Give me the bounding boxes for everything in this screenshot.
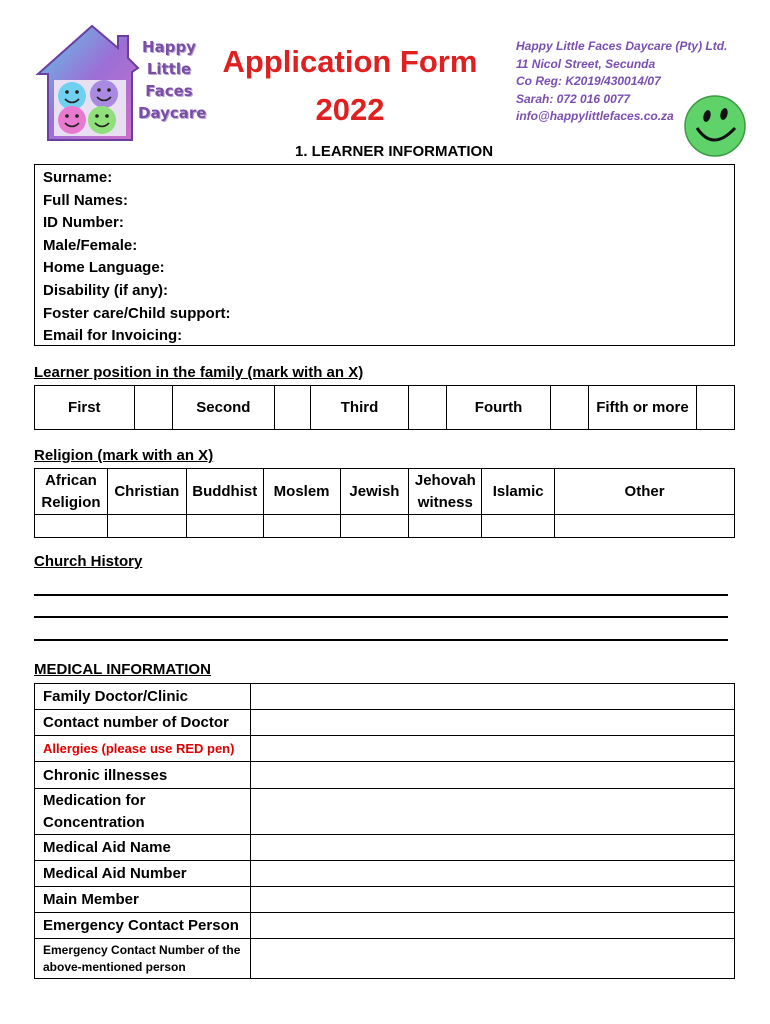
medical-row-label: Emergency Contact Person bbox=[35, 913, 251, 939]
position-fourth-box[interactable] bbox=[550, 386, 588, 430]
id-number-label: ID Number: bbox=[43, 214, 124, 232]
position-third-label: Third bbox=[311, 386, 409, 430]
religion-moslem-label: Moslem bbox=[263, 469, 340, 515]
medical-row-input[interactable] bbox=[251, 913, 735, 939]
religion-buddhist-box[interactable] bbox=[186, 515, 263, 538]
position-fifth-label: Fifth or more bbox=[589, 386, 697, 430]
medical-row-input[interactable] bbox=[251, 887, 735, 913]
church-history-line-3[interactable] bbox=[34, 639, 728, 641]
company-contact: Sarah: 072 016 0077 bbox=[516, 91, 631, 106]
religion-moslem-box[interactable] bbox=[263, 515, 340, 538]
learner-info-heading: 1. LEARNER INFORMATION bbox=[295, 143, 494, 160]
email-invoicing-label: Email for Invoicing: bbox=[43, 327, 183, 345]
medical-row-input[interactable] bbox=[251, 710, 735, 736]
position-first-label: First bbox=[35, 386, 135, 430]
medical-row-label: Medical Aid Number bbox=[35, 861, 251, 887]
medical-row-label: Contact number of Doctor bbox=[35, 710, 251, 736]
medical-row-input[interactable] bbox=[251, 684, 735, 710]
medical-row-label: Medical Aid Name bbox=[35, 835, 251, 861]
religion-african-label: African Religion bbox=[35, 469, 108, 515]
surname-label: Surname: bbox=[43, 169, 113, 186]
religion-islamic-label: Islamic bbox=[482, 469, 555, 515]
church-history-line-1[interactable] bbox=[34, 594, 728, 596]
religion-islamic-box[interactable] bbox=[482, 515, 555, 538]
medical-row-label: Main Member bbox=[35, 887, 251, 913]
gender-label: Male/Female: bbox=[43, 236, 138, 254]
religion-african-box[interactable] bbox=[35, 515, 108, 538]
smiley-icon bbox=[683, 94, 747, 158]
position-fifth-box[interactable] bbox=[696, 386, 734, 430]
logo-wordmark: Happy Little Faces Daycare bbox=[138, 38, 207, 122]
foster-care-label: Foster care/Child support: bbox=[43, 304, 231, 322]
religion-buddhist-label: Buddhist bbox=[186, 469, 263, 515]
home-language-label: Home Language: bbox=[43, 259, 165, 277]
religion-table bbox=[34, 468, 735, 538]
religion-jehovah-label: Jehovah witness bbox=[409, 469, 482, 515]
medical-row-label: Emergency Contact Number of the above-mentioned person bbox=[35, 939, 251, 979]
medical-row-label: Chronic illnesses bbox=[35, 762, 251, 789]
position-second-label: Second bbox=[172, 386, 274, 430]
medical-row-label: Medication for Concentration bbox=[35, 789, 251, 835]
medical-row-input[interactable] bbox=[251, 789, 735, 835]
position-fourth-label: Fourth bbox=[447, 386, 551, 430]
company-address: 11 Nicol Street, Secunda bbox=[516, 56, 656, 71]
religion-heading: Religion (mark with an X) bbox=[34, 447, 214, 464]
company-reg: Co Reg: K2019/430014/07 bbox=[516, 74, 661, 88]
position-table bbox=[34, 385, 735, 430]
medical-row-input[interactable] bbox=[251, 762, 735, 789]
medical-heading: MEDICAL INFORMATION bbox=[34, 661, 211, 678]
medical-row-input[interactable] bbox=[251, 861, 735, 887]
medical-row-input[interactable] bbox=[251, 736, 735, 762]
position-first-box[interactable] bbox=[134, 386, 172, 430]
form-title: Application Form 2022 bbox=[222, 44, 478, 127]
religion-other-label: Other bbox=[555, 469, 735, 515]
medical-row-input[interactable] bbox=[251, 835, 735, 861]
position-second-box[interactable] bbox=[274, 386, 310, 430]
church-history-line-2[interactable] bbox=[34, 616, 728, 618]
medical-row-label: Family Doctor/Clinic bbox=[35, 684, 251, 710]
religion-jewish-label: Jewish bbox=[340, 469, 409, 515]
learner-info-box bbox=[34, 164, 735, 346]
religion-jewish-box[interactable] bbox=[340, 515, 409, 538]
disability-label: Disability (if any): bbox=[43, 282, 169, 299]
position-heading: Learner position in the family (mark with an X) bbox=[34, 364, 364, 381]
company-email: info@happylittlefaces.co.za bbox=[516, 109, 674, 123]
company-name: Happy Little Faces Daycare (Pty) Ltd. bbox=[516, 39, 728, 53]
position-third-box[interactable] bbox=[408, 386, 446, 430]
medical-table bbox=[34, 683, 735, 979]
religion-christian-label: Christian bbox=[107, 469, 186, 515]
religion-jehovah-box[interactable] bbox=[409, 515, 482, 538]
religion-christian-box[interactable] bbox=[107, 515, 186, 538]
religion-other-box[interactable] bbox=[555, 515, 735, 538]
church-history-heading: Church History bbox=[34, 553, 143, 570]
medical-row-label: Allergies (please use RED pen) bbox=[35, 736, 251, 762]
medical-row-input[interactable] bbox=[251, 939, 735, 979]
full-names-label: Full Names: bbox=[43, 191, 129, 209]
